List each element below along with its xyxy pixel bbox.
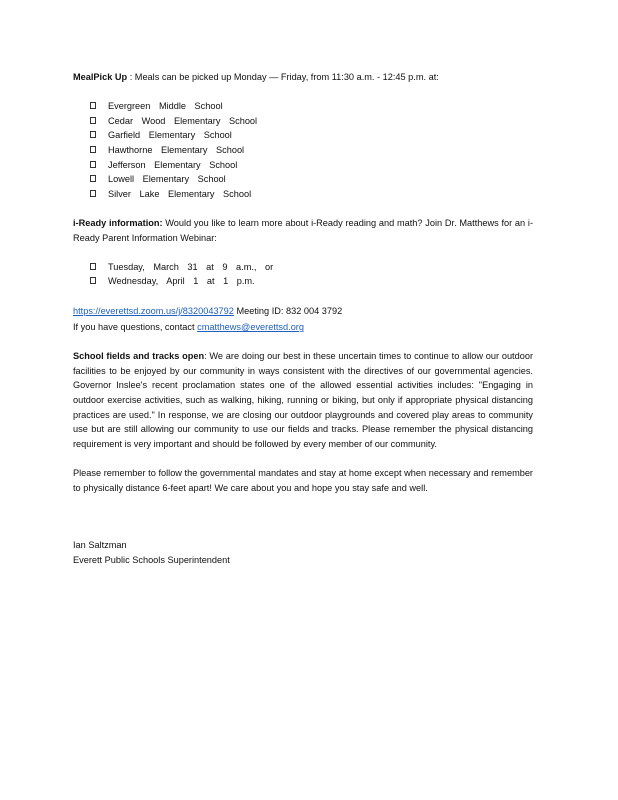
list-item: Hawthorne Elementary School xyxy=(90,143,533,158)
meal-pickup-text: : Meals can be picked up Monday — Friday, from 11:30 a.m. - 12:45 p.m. at: xyxy=(129,72,439,82)
fields-text: : We are doing our best in these uncertain times to continue to allow our outdoor facilities to be enjoyed by our community in ways consistent with the directives of our governmental agencies. Governor Inslee's recent proclamation states one of the allowed essential activities includes: "Engaging in outdoor exercise activities, such as walking, hiking, running or biking, but only if appropriate physical distancing practices are used." In response, we are closing our outdoor playgrounds and covered play areas to community use but are still allowing our community to use our fields and tracks. Please remember the physical distancing requirement is very important and should be followed by every member of our community. xyxy=(73,351,533,449)
list-item: Evergreen Middle School xyxy=(90,99,533,114)
meal-pickup-label: MealPick Up xyxy=(73,72,128,82)
checkbox-bullet-icon xyxy=(90,263,96,270)
zoom-link[interactable]: https://everettsd.zoom.us/j/8320043792 xyxy=(73,305,234,316)
iready-label: i-Ready information: xyxy=(73,217,163,228)
contact-text: If you have questions, contact xyxy=(73,322,198,333)
checkbox-bullet-icon xyxy=(90,161,96,168)
fields-label: School fields and tracks open xyxy=(73,351,205,362)
fields-paragraph xyxy=(73,349,533,451)
list-item: Wednesday, April 1 at 1 p.m. xyxy=(90,274,533,289)
meeting-line xyxy=(73,304,533,319)
signature-name: Ian Saltzman xyxy=(73,540,127,551)
list-item: Garfield Elementary School xyxy=(90,128,533,143)
checkbox-bullet-icon xyxy=(90,146,96,153)
checkbox-bullet-icon xyxy=(90,175,96,182)
webinar-sessions xyxy=(73,260,533,289)
checkbox-bullet-icon xyxy=(90,102,96,109)
checkbox-bullet-icon xyxy=(90,131,96,138)
school-list xyxy=(73,99,533,201)
closing-paragraph: Please remember to follow the governmental mandates and stay at home except when necessary and remember to physically distance 6-feet apart! We care about you and hope you stay safe and well. xyxy=(73,468,533,493)
contact-email-link[interactable]: cmatthews@everettsd.org xyxy=(197,322,304,333)
list-item: Silver Lake Elementary School xyxy=(90,187,533,202)
meeting-id: Meeting ID: 832 004 3792 xyxy=(236,305,343,316)
list-item: Lowell Elementary School xyxy=(90,172,533,187)
checkbox-bullet-icon xyxy=(90,190,96,197)
contact-line xyxy=(73,320,533,335)
signature-title: Everett Public Schools Superintendent xyxy=(73,555,230,565)
list-item: Jefferson Elementary School xyxy=(90,158,533,173)
checkbox-bullet-icon xyxy=(90,277,96,284)
iready-text: Would you like to learn more about i-Ready reading and math? Join Dr. Matthews for an i-Ready Parent Information Webinar: xyxy=(73,217,533,243)
meal-pickup-paragraph xyxy=(73,70,533,85)
list-item: Tuesday, March 31 at 9 a.m., or xyxy=(90,260,533,275)
checkbox-bullet-icon xyxy=(90,117,96,124)
document-body xyxy=(73,70,533,568)
iready-paragraph xyxy=(73,216,533,245)
list-item: Cedar Wood Elementary School xyxy=(90,114,533,129)
